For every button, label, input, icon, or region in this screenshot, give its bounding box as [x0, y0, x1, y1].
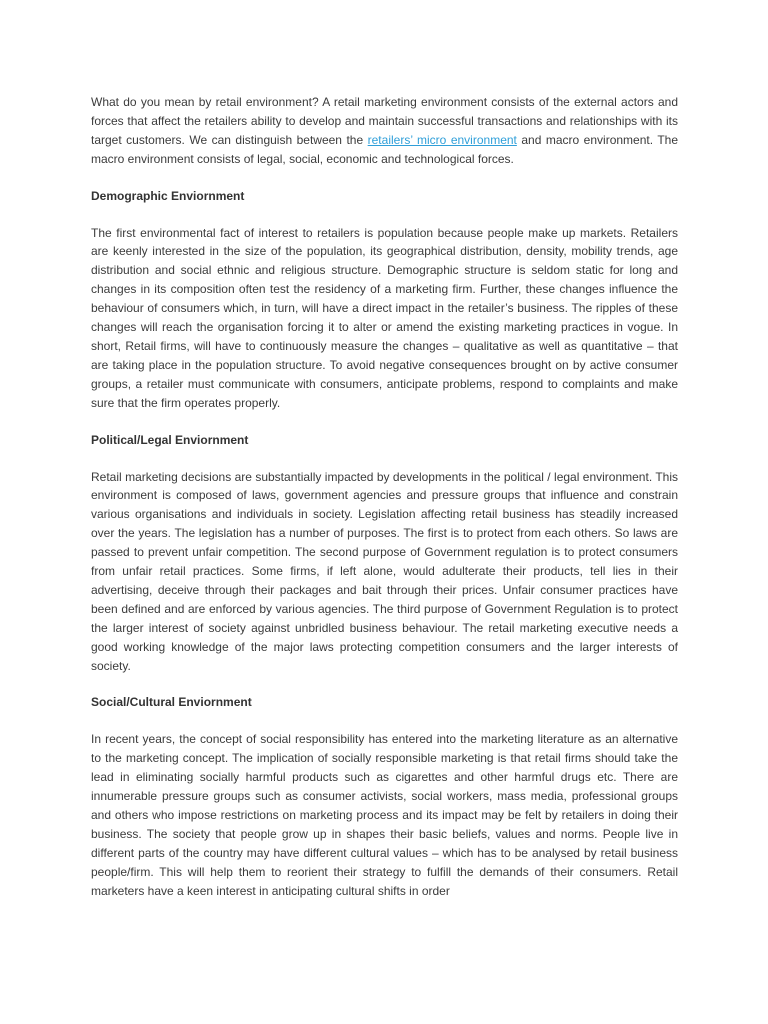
intro-text-after-link: and macro environment. The macro environment consists of legal, social, economic and technological forces.	[91, 132, 678, 166]
spacer	[91, 450, 678, 468]
spacer	[91, 413, 678, 431]
spacer	[91, 206, 678, 224]
intro-text-before-link: What do you mean by retail environment? A retail marketing environment consists of the external actors and forces that affect the retailers ability to develop and maintain successful transactions and relationships with its target customers. We can distinguish between the	[91, 95, 678, 147]
spacer	[91, 169, 678, 187]
heading-social-cultural-environment: Social/Cultural Enviornment	[91, 695, 252, 710]
intro-paragraph	[91, 93, 678, 169]
spacer	[91, 675, 678, 693]
document-page	[91, 93, 678, 901]
heading-demographic-environment: Demographic Enviornment	[91, 188, 245, 203]
spacer	[91, 712, 678, 730]
heading-political-legal-environment: Political/Legal Enviornment	[91, 432, 249, 447]
paragraph-demographic-environment: The first environmental fact of interest to retailers is population because people make up markets. Retailers are keenly interested in the size of the population, its geographical distribution, density, mobility trends, age distribution and social ethnic and religious structure. Demographic structure is seldom static for long and changes in its composition often test the residency of a marketing firm. Further, these changes influence the behaviour of consumers which, in turn, will have a direct impact in the retailer’s business. The ripples of these changes will reach the organisation forcing it to alter or amend the existing marketing practices in vogue. In short, Retail firms, will have to continuously measure the changes – qualitative as well as quantitative – that are taking place in the population structure. To avoid negative consequences brought on by active consumer groups, a retailer must communicate with consumers, anticipate problems, respond to complaints and make sure that the firm operates properly.	[91, 225, 678, 410]
retailers-micro-environment-link[interactable]: retailers’ micro environment	[367, 132, 517, 147]
paragraph-political-legal-environment: Retail marketing decisions are substantially impacted by developments in the political / legal environment. This environment is composed of laws, government agencies and pressure groups that influence and constrain various organisations and individuals in society. Legislation affecting retail business has steadily increased over the years. The legislation has a number of purposes. The first is to protect from each others. So laws are passed to prevent unfair competition. The second purpose of Government regulation is to protect consumers from unfair retail practices. Some firms, if left alone, would adulterate their products, tell lies in their advertising, deceive through their packages and bait through their prices. Unfair consumer practices have been defined and are enforced by various agencies. The third purpose of Government Regulation is to protect the larger interest of society against unbridled business behaviour. The retail marketing executive needs a good working knowledge of the major laws protecting competition consumers and the larger interests of society.	[91, 469, 678, 673]
paragraph-social-cultural-environment: In recent years, the concept of social responsibility has entered into the marketing literature as an alternative to the marketing concept. The implication of socially responsible marketing is that retail firms should take the lead in eliminating socially harmful products such as cigarettes and other harmful drugs etc. There are innumerable pressure groups such as consumer activists, social workers, mass media, professional groups and others who impose restrictions on marketing process and its impact may be felt by retailers in doing their business. The society that people grow up in shapes their basic beliefs, values and norms. People live in different parts of the country may have different cultural values – which has to be analysed by retail business people/firm. This will help them to reorient their strategy to fulfill the demands of their consumers. Retail marketers have a keen interest in anticipating cultural shifts in order	[91, 732, 678, 898]
